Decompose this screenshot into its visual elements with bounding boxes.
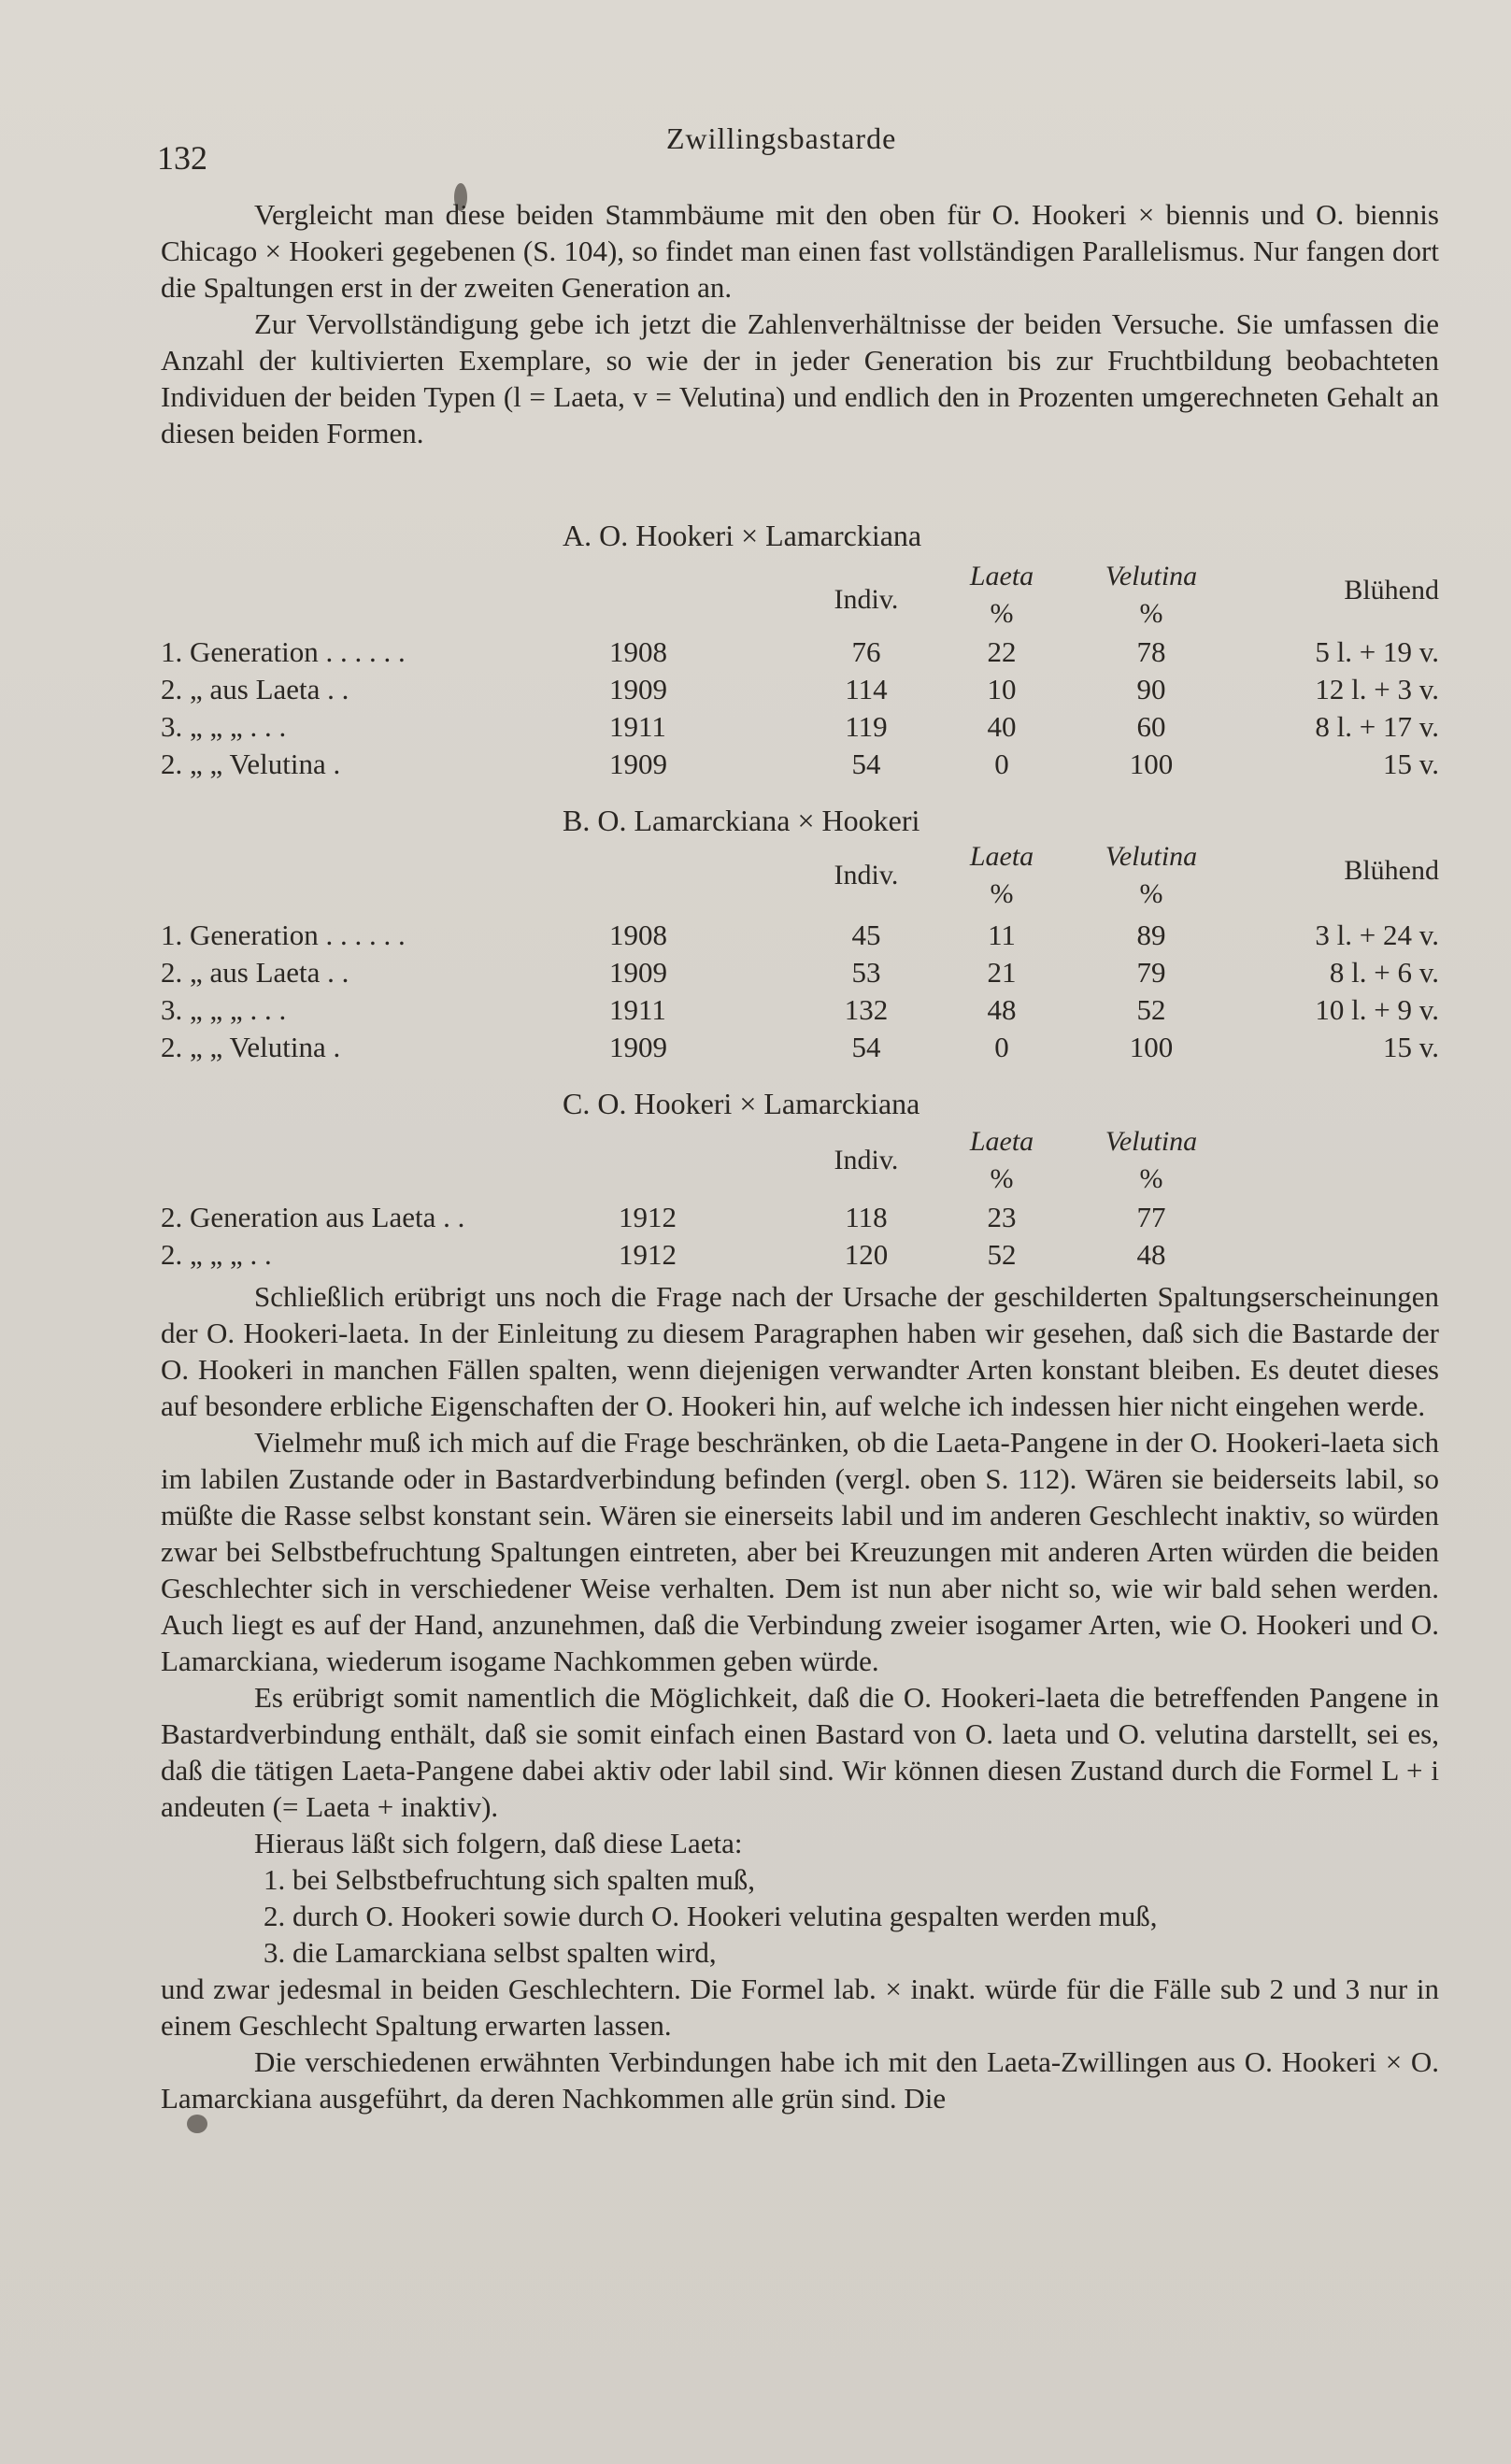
row-year: 1912 <box>619 1238 677 1271</box>
col-indiv: Indiv. <box>834 1145 899 1175</box>
row-label: 3. „ „ „ . . . <box>161 993 287 1026</box>
paragraph: Vielmehr muß ich mich auf die Frage beschränken, ob die Laeta-Pangene in der O. Hookeri-laeta sich im labilen Zustande oder in Bastardverbindung befinden (vergl. oben S. 112). Wären sie beiderseits labil, so müßte die Rasse selbst konstant sein. Wären sie einerseits labil und im anderen Geschlecht inaktiv, so würden zwar bei Selbstbefruchtung Spaltungen eintreten, aber bei Kreuzungen mit anderen Arten würden die beiden Geschlechter sich in verschiedener Weise verhalten. Dem ist nun aber nicht so, wie wir bald sehen werden. Auch liegt es auf der Hand, anzunehmen, daß die Verbindung zweier isogamer Arten, wie O. Hookeri und O. Lamarckiana, wiederum isogame Nachkommen geben würde. <box>161 1426 1439 1677</box>
row-year: 1909 <box>609 748 667 780</box>
body-text <box>161 1278 1439 2116</box>
col-indiv: Indiv. <box>834 860 899 890</box>
paragraph: und zwar jedesmal in beiden Geschlechtern. Die Formel lab. × inakt. würde für die Fälle sub 2 und 3 nur in einem Geschlecht Spaltung erwarten lassen. <box>161 1973 1439 2042</box>
row-velutina: 79 <box>1136 956 1166 989</box>
table-title: C. O. Hookeri × Lamarckiana <box>563 1087 920 1120</box>
row-indiv: 76 <box>851 635 881 668</box>
table-title: B. O. Lamarckiana × Hookeri <box>563 804 920 837</box>
col-laeta-percent: % <box>990 598 1014 629</box>
list-item: 3. die Lamarckiana selbst spalten wird, <box>264 1936 717 1969</box>
col-velutina-percent: % <box>1139 878 1163 909</box>
row-laeta: 0 <box>994 1031 1009 1063</box>
col-velutina: Velutina <box>1105 561 1198 591</box>
table-title: A. O. Hookeri × Lamarckiana <box>563 519 922 552</box>
paragraph: Es erübrigt somit namentlich die Möglichkeit, daß die O. Hookeri-laeta die betreffenden Pangene in Bastardverbindung enthält, daß sie somit einfach einen Bastard von O. laeta und O. velutina darstellt, sei es, daß die tätigen Laeta-Pangene dabei aktiv oder labil sind. Wir können diesen Zustand durch die Formel L + i andeuten (= Laeta + inaktiv). <box>161 1681 1439 1823</box>
row-indiv: 54 <box>851 1031 881 1063</box>
table-row <box>161 1238 1439 1275</box>
row-year: 1908 <box>609 919 667 951</box>
row-label: 2. „ „ „ . . <box>161 1238 272 1271</box>
row-year: 1908 <box>609 635 667 668</box>
row-label: 2. Generation aus Laeta . . <box>161 1201 465 1233</box>
row-bluehend: 15 v. <box>1383 1031 1439 1063</box>
row-velutina: 90 <box>1136 673 1166 705</box>
row-year: 1909 <box>609 673 667 705</box>
intro-text <box>161 196 1439 451</box>
col-velutina-percent: % <box>1139 1163 1163 1194</box>
col-laeta: Laeta <box>969 561 1034 591</box>
paragraph: Hieraus läßt sich folgern, daß diese Laeta: <box>254 1827 743 1859</box>
col-bluehend: Blühend <box>1344 855 1439 886</box>
row-velutina: 48 <box>1136 1238 1166 1271</box>
row-laeta: 23 <box>987 1201 1017 1233</box>
row-laeta: 0 <box>994 748 1009 780</box>
list-item: 1. bei Selbstbefruchtung sich spalten muß, <box>264 1863 756 1896</box>
zahlen-paragraph: Zur Vervollständigung gebe ich jetzt die Zahlenverhältnisse der beiden Versuche. Sie umfassen die Anzahl der kultivierten Exemplare, so wie der in jeder Generation bis zur Fruchtbildung beobachteten Individuen der beiden Typen (l = Laeta, v = Velutina) und endlich den in Prozenten umgerechneten Gehalt an diesen beiden Formen. <box>161 307 1439 449</box>
row-label: 2. „ aus Laeta . . <box>161 673 349 705</box>
row-laeta: 11 <box>988 919 1016 951</box>
col-bluehend: Blühend <box>1344 575 1439 605</box>
row-laeta: 21 <box>987 956 1017 989</box>
col-velutina: Velutina <box>1105 841 1198 872</box>
row-year: 1911 <box>609 710 666 743</box>
row-indiv: 45 <box>851 919 881 951</box>
col-laeta-percent: % <box>990 1163 1014 1194</box>
row-label: 2. „ aus Laeta . . <box>161 956 349 989</box>
page-number: 132 <box>157 139 207 177</box>
running-head: Zwillingsbastarde <box>666 121 897 155</box>
row-indiv: 118 <box>845 1201 888 1233</box>
row-indiv: 120 <box>844 1238 889 1271</box>
row-bluehend: 3 l. + 24 v. <box>1315 919 1439 951</box>
table-row <box>161 710 1439 748</box>
table-row <box>161 919 1439 956</box>
row-laeta: 40 <box>987 710 1017 743</box>
row-bluehend: 8 l. + 6 v. <box>1329 956 1439 989</box>
col-velutina: Velutina <box>1105 1126 1198 1157</box>
row-year: 1911 <box>609 993 666 1026</box>
ink-stain <box>187 2115 207 2133</box>
row-label: 2. „ „ Velutina . <box>161 748 341 780</box>
col-laeta: Laeta <box>969 841 1034 872</box>
row-laeta: 22 <box>987 635 1017 668</box>
row-indiv: 132 <box>844 993 889 1026</box>
row-velutina: 89 <box>1136 919 1166 951</box>
table-row <box>161 635 1439 673</box>
row-velutina: 100 <box>1129 1031 1174 1063</box>
row-label: 2. „ „ Velutina . <box>161 1031 341 1063</box>
col-laeta-percent: % <box>990 878 1014 909</box>
row-indiv: 119 <box>845 710 888 743</box>
row-velutina: 77 <box>1136 1201 1166 1233</box>
row-indiv: 114 <box>845 673 888 705</box>
row-bluehend: 15 v. <box>1383 748 1439 780</box>
row-bluehend: 8 l. + 17 v. <box>1315 710 1439 743</box>
row-laeta: 52 <box>987 1238 1017 1271</box>
table-row <box>161 748 1439 785</box>
paragraph: Schließlich erübrigt uns noch die Frage nach der Ursache der geschilderten Spaltungserscheinungen der O. Hookeri-laeta. In der Einleitung zu diesem Paragraphen haben wir gesehen, daß sich die Bastarde der O. Hookeri in manchen Fällen spalten, wenn diejenigen verwandter Arten konstant bleiben. Es deutet dieses auf besondere erbliche Eigenschaften der O. Hookeri hin, auf welche ich indessen hier nicht eingehen werde. <box>161 1280 1439 1422</box>
row-year: 1909 <box>609 1031 667 1063</box>
row-laeta: 10 <box>987 673 1017 705</box>
table-row <box>161 673 1439 710</box>
page-header <box>157 121 1418 178</box>
row-label: 1. Generation . . . . . . <box>161 635 406 668</box>
row-velutina: 52 <box>1136 993 1166 1026</box>
row-label: 1. Generation . . . . . . <box>161 919 406 951</box>
row-bluehend: 5 l. + 19 v. <box>1315 635 1439 668</box>
row-laeta: 48 <box>987 993 1017 1026</box>
intro-paragraph: Vergleicht man diese beiden Stammbäume mit den oben für O. Hookeri × biennis und O. biennis Chicago × Hookeri gegebenen (S. 104), so findet man einen fast vollständigen Parallelismus. Nur fangen dort die Spaltungen erst in der zweiten Generation an. <box>161 198 1439 304</box>
table-row <box>161 1031 1439 1068</box>
col-laeta: Laeta <box>969 1126 1034 1157</box>
row-indiv: 53 <box>851 956 881 989</box>
row-indiv: 54 <box>851 748 881 780</box>
col-indiv: Indiv. <box>834 584 899 615</box>
table-row <box>161 1201 1439 1238</box>
row-bluehend: 10 l. + 9 v. <box>1315 993 1439 1026</box>
table-row <box>161 993 1439 1031</box>
row-year: 1912 <box>619 1201 677 1233</box>
col-velutina-percent: % <box>1139 598 1163 629</box>
row-year: 1909 <box>609 956 667 989</box>
row-velutina: 60 <box>1136 710 1166 743</box>
paragraph: Die verschiedenen erwähnten Verbindungen habe ich mit den Laeta-Zwillingen aus O. Hookeri × O. Lamarckiana ausgeführt, da deren Nachkommen alle grün sind. Die <box>161 2045 1439 2115</box>
row-bluehend: 12 l. + 3 v. <box>1315 673 1439 705</box>
table-row <box>161 956 1439 993</box>
row-velutina: 78 <box>1136 635 1166 668</box>
row-label: 3. „ „ „ . . . <box>161 710 287 743</box>
list-item: 2. durch O. Hookeri sowie durch O. Hookeri velutina gespalten werden muß, <box>264 1900 1158 1932</box>
row-velutina: 100 <box>1129 748 1174 780</box>
